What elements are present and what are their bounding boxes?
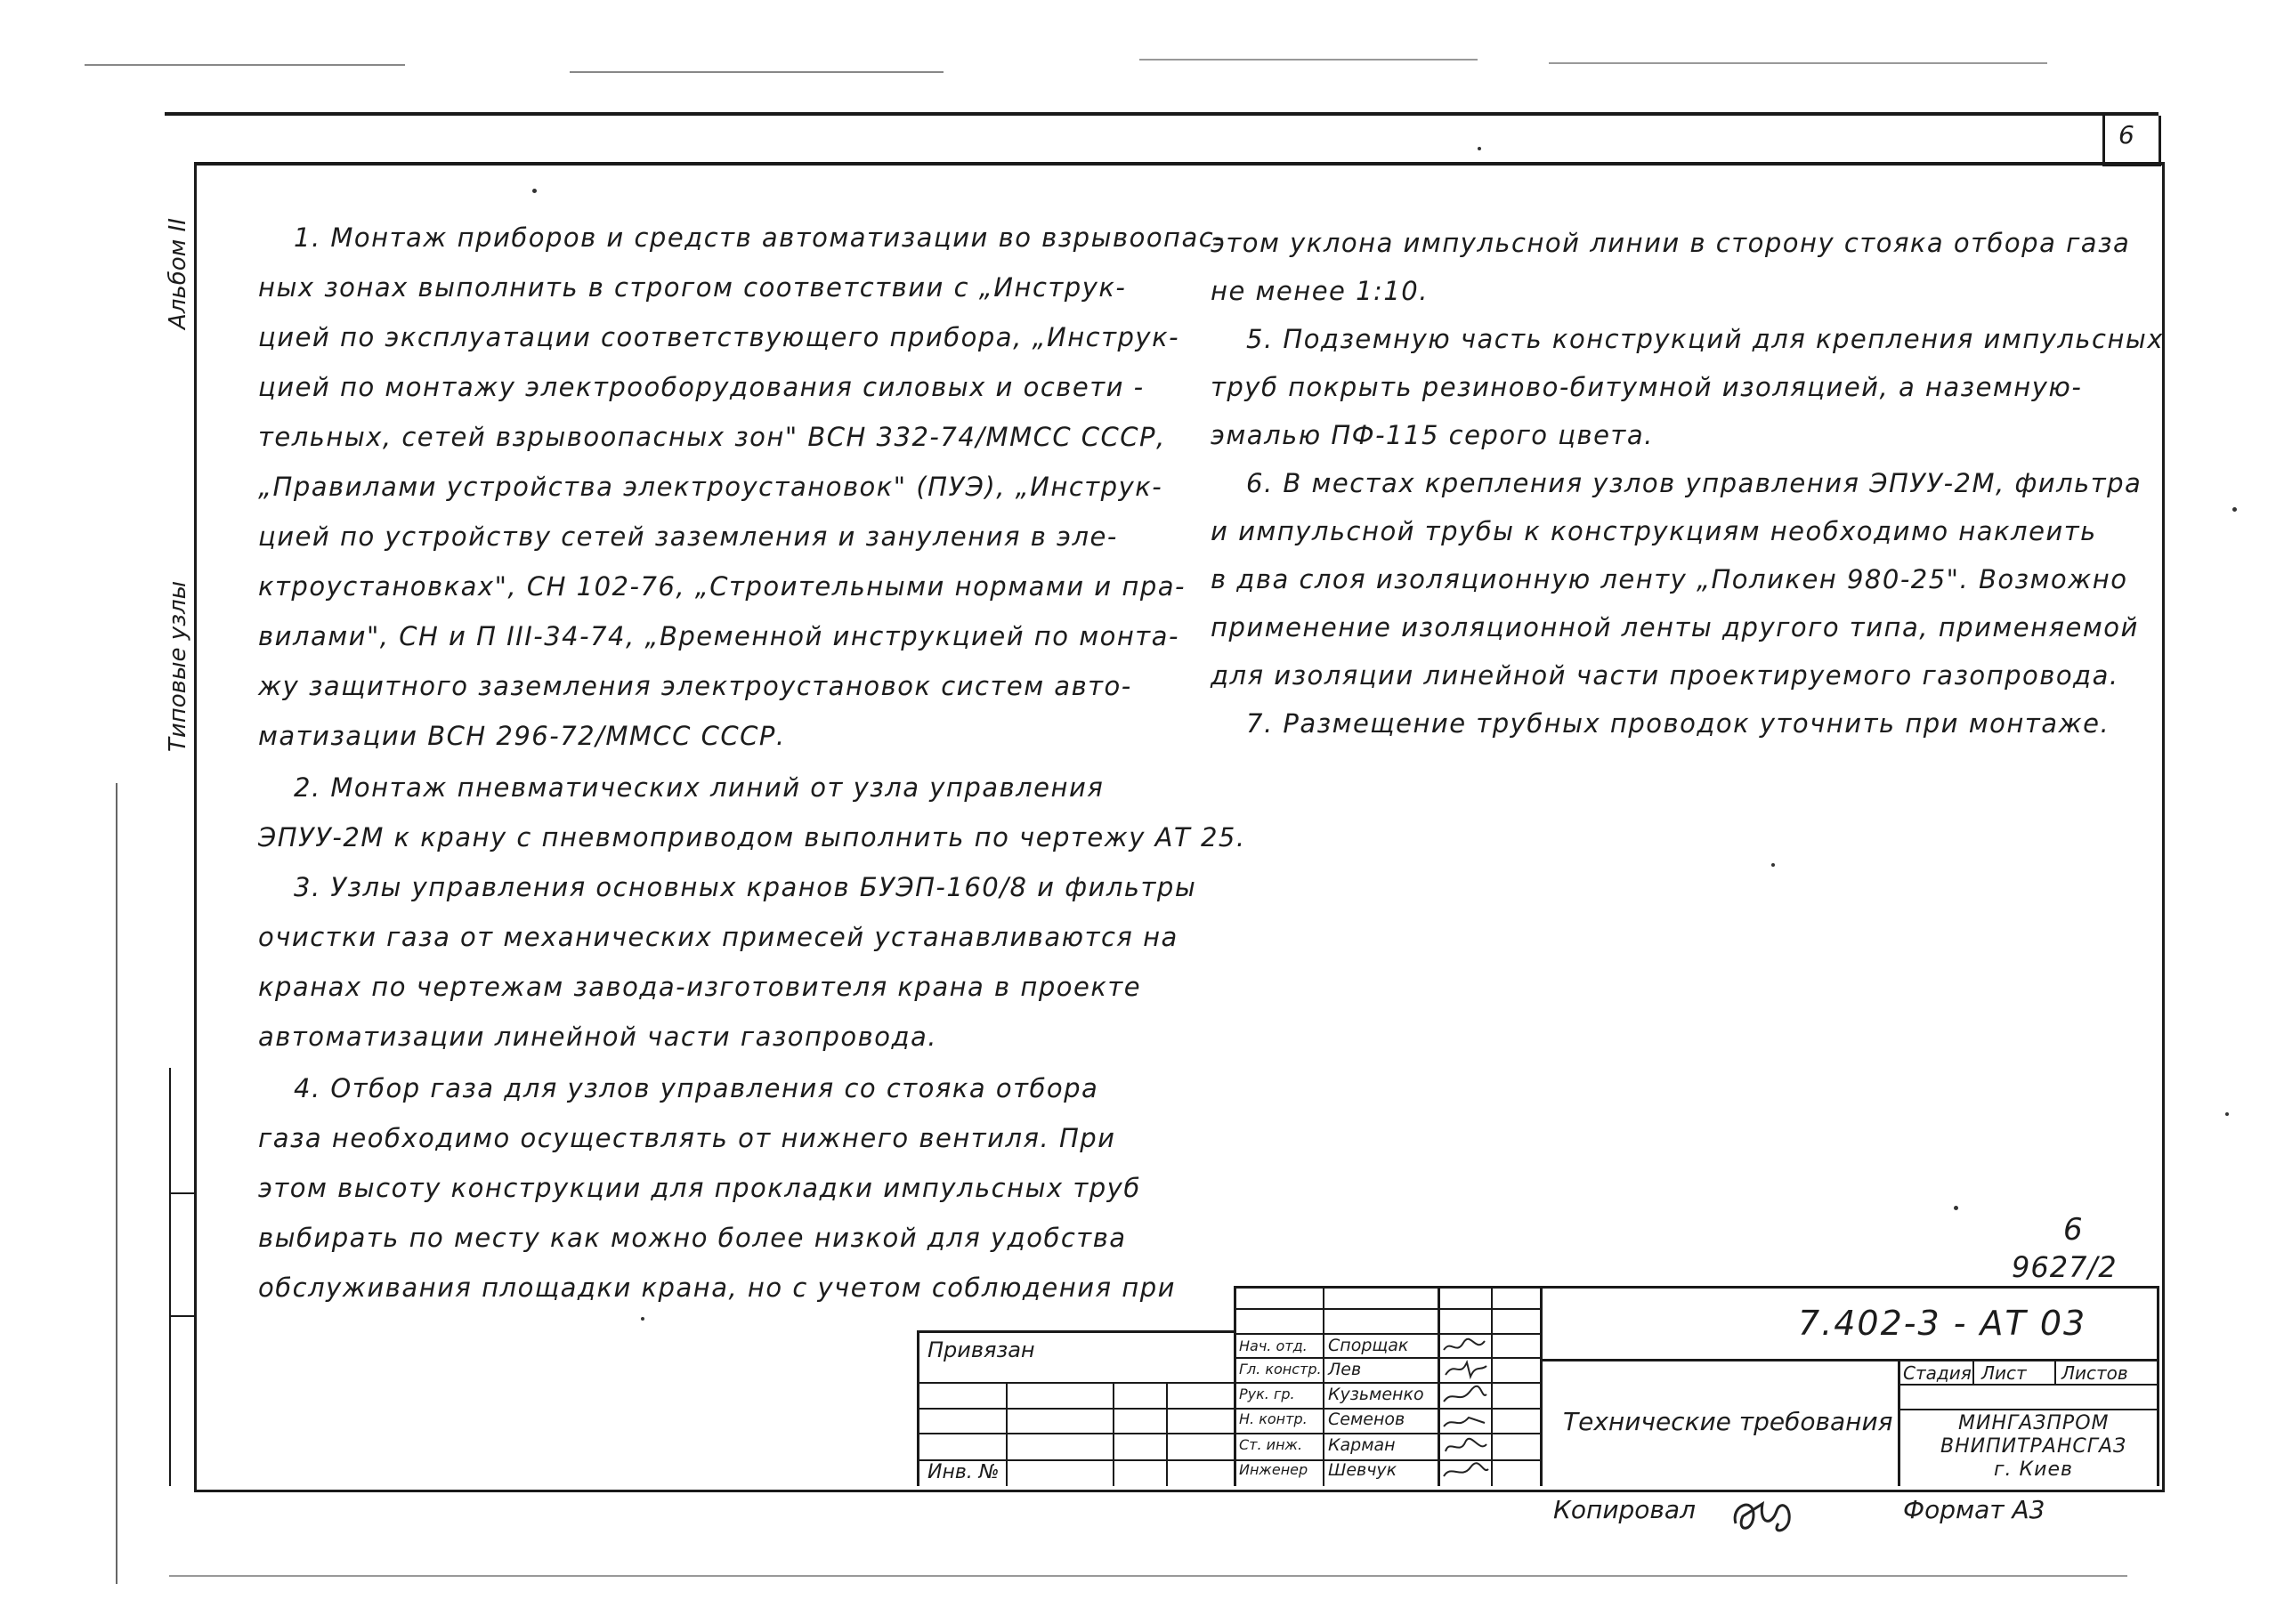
designation: 7.402-3 - АТ 03: [1798, 1304, 2087, 1343]
text-line: газа необходимо осуществлять от нижнего вентиля. При: [258, 1123, 1116, 1153]
text-line: труб покрыть резиново-битумной изоляцией, а наземную-: [1211, 372, 2083, 402]
text-line: 6. В местах крепления узлов управления ЭПУУ-2М, фильтра: [1246, 468, 2142, 498]
text-line: цией по устройству сетей заземления и зануления в эле-: [258, 521, 1118, 552]
text-line: выбирать по месту как можно более низкой для удобства: [258, 1223, 1127, 1253]
staff-role: Инженер: [1239, 1461, 1308, 1478]
text-line: кранах по чертежам завода-изготовителя крана в проекте: [258, 972, 1142, 1002]
staff-role: Нач. отд.: [1239, 1337, 1308, 1354]
text-line: этом уклона импульсной линии в сторону стояка отбора газа: [1211, 228, 2131, 258]
text-line: этом высоту конструкции для прокладки импульсных труб: [258, 1173, 1141, 1203]
organization-line: г. Киев: [1994, 1458, 2073, 1481]
bottom-scan-edge: [169, 1575, 2127, 1577]
staff-name: Лев: [1328, 1360, 1362, 1379]
scan-speck: [1954, 1206, 1958, 1210]
text-line: и импульсной трубы к конструкциям необходимо наклеить: [1211, 516, 2097, 546]
text-line: автоматизации линейной части газопровода.: [258, 1022, 937, 1052]
sheet-header: Лист: [1981, 1362, 2027, 1384]
text-line: ных зонах выполнить в строгом соответствии с „Инструк-: [258, 272, 1127, 303]
binding-strip-divider: [169, 1192, 196, 1194]
staff-role: Н. контр.: [1239, 1410, 1308, 1427]
staff-role: Рук. гр.: [1239, 1386, 1295, 1402]
text-line: не менее 1:10.: [1211, 276, 1429, 306]
text-line: обслуживания площадки крана, но с учетом соблюдения при: [258, 1273, 1176, 1303]
staff-name: Семенов: [1328, 1410, 1405, 1429]
signature-scribble: [1446, 1439, 1486, 1451]
text-line: 7. Размещение трубных проводок уточнить при монтаже.: [1246, 708, 2110, 739]
top-scan-edge: [570, 71, 944, 73]
format-label: Формат А3: [1903, 1495, 2045, 1524]
binding-label: Привязан: [927, 1337, 1035, 1362]
left-scan-edge: [116, 783, 117, 1584]
scan-speck: [1771, 863, 1775, 867]
tb-top: [1234, 1286, 2159, 1289]
copier-signature: [1727, 1488, 1807, 1541]
signature-scribble: [1444, 1339, 1485, 1350]
title-block: [917, 1286, 2159, 1486]
text-line: 3. Узлы управления основных кранов БУЭП-160/8 и фильтры: [294, 872, 1197, 902]
tb-col: [1972, 1359, 1974, 1384]
tb-top-left: [917, 1330, 1234, 1333]
text-line: жу защитного заземления электроустановок систем авто-: [258, 671, 1132, 701]
signature-scribble: [1446, 1362, 1486, 1377]
organization-line: ВНИПИТРАНСГАЗ: [1940, 1435, 2127, 1458]
copied-by-label: Копировал: [1553, 1495, 1696, 1524]
text-line: 1. Монтаж приборов и средств автоматизации во взрывоопас-: [294, 222, 1226, 253]
signature-scribble: [1444, 1418, 1485, 1426]
tb-col: [1323, 1286, 1324, 1486]
staff-name: Кузьменко: [1328, 1385, 1424, 1404]
album-label: Альбом II: [165, 218, 191, 329]
tb-col: [1898, 1359, 1900, 1486]
scan-speck: [2232, 507, 2237, 512]
text-line: для изоляции линейной части проектируемого газопровода.: [1211, 660, 2119, 691]
text-line: эмалью ПФ-115 серого цвета.: [1211, 420, 1654, 450]
text-line: ктроустановках", СН 102-76, „Строительными нормами и пра-: [258, 571, 1186, 602]
tb-row: [1234, 1357, 1541, 1359]
text-line: 5. Подземную часть конструкций для крепления импульсных: [1246, 324, 2164, 354]
sheet-title: Технические требования: [1563, 1407, 1893, 1436]
text-line: ЭПУУ-2М к крану с пневмоприводом выполнить по чертежу АТ 25.: [258, 822, 1246, 852]
tb-col: [2054, 1359, 2056, 1384]
stage-header: Стадия: [1903, 1362, 1972, 1384]
tb-row: [1898, 1409, 2159, 1410]
archive-number: 9627/2: [2012, 1250, 2118, 1284]
text-line: цией по монтажу электрооборудования силовых и освети -: [258, 372, 1145, 402]
tb-row: [1898, 1384, 2159, 1386]
inventory-label: Инв. №: [927, 1461, 1000, 1483]
text-line: матизации ВСН 296-72/ММСС СССР.: [258, 721, 786, 751]
sheets-header: Листов: [2061, 1362, 2128, 1384]
top-rule: [165, 112, 2159, 116]
tb-row: [1540, 1359, 2159, 1361]
staff-name: Шевчук: [1328, 1460, 1397, 1480]
tb-row: [1234, 1308, 1541, 1310]
scan-speck: [532, 189, 537, 193]
typical-nodes-label: Типовые узлы: [165, 580, 191, 752]
binding-strip-border: [169, 1068, 171, 1486]
text-line: 4. Отбор газа для узлов управления со стояка отбора: [294, 1073, 1099, 1103]
tb-right: [2157, 1286, 2159, 1486]
text-line: тельных, сетей взрывоопасных зон" ВСН 332-74/ММСС СССР,: [258, 422, 1166, 452]
staff-role: Ст. инж.: [1239, 1436, 1303, 1453]
text-line: очистки газа от механических примесей устанавливаются на: [258, 922, 1178, 952]
tb-col: [1234, 1286, 1236, 1486]
text-line: применение изоляционной ленты другого типа, применяемой: [1211, 612, 2139, 642]
signature-scribble: [1444, 1463, 1488, 1476]
stamp-number: 6: [2063, 1212, 2083, 1248]
tb-col: [1540, 1286, 1543, 1486]
text-line: цией по эксплуатации соответствующего прибора, „Инструк-: [258, 322, 1180, 352]
staff-name: Спорщак: [1328, 1336, 1409, 1355]
text-line: в два слоя изоляционную ленту „Поликен 980-25". Возможно: [1211, 564, 2128, 594]
binding-strip-divider: [169, 1315, 196, 1317]
signatures: [1440, 1336, 1490, 1483]
top-scan-edge: [85, 64, 405, 66]
top-scan-edge: [1549, 62, 2047, 64]
signature-scribble: [1444, 1386, 1486, 1402]
text-line: вилами", СН и П III-34-74, „Временной инструкцией по монта-: [258, 621, 1179, 651]
scan-speck: [1478, 147, 1481, 150]
staff-name: Карман: [1328, 1435, 1396, 1455]
sheet-number: 6: [2118, 120, 2134, 149]
tb-row: [1234, 1333, 1541, 1335]
tb-col: [1491, 1286, 1493, 1486]
text-line: „Правилами устройства электроустановок" (ПУЭ), „Инструк-: [258, 472, 1163, 502]
scan-speck: [2225, 1112, 2229, 1116]
top-scan-edge: [1139, 59, 1478, 61]
scan-speck: [641, 1317, 644, 1321]
staff-role: Гл. констр.: [1239, 1361, 1322, 1378]
text-line: 2. Монтаж пневматических линий от узла управления: [294, 772, 1105, 803]
organization-line: МИНГАЗПРОМ: [1958, 1412, 2110, 1434]
